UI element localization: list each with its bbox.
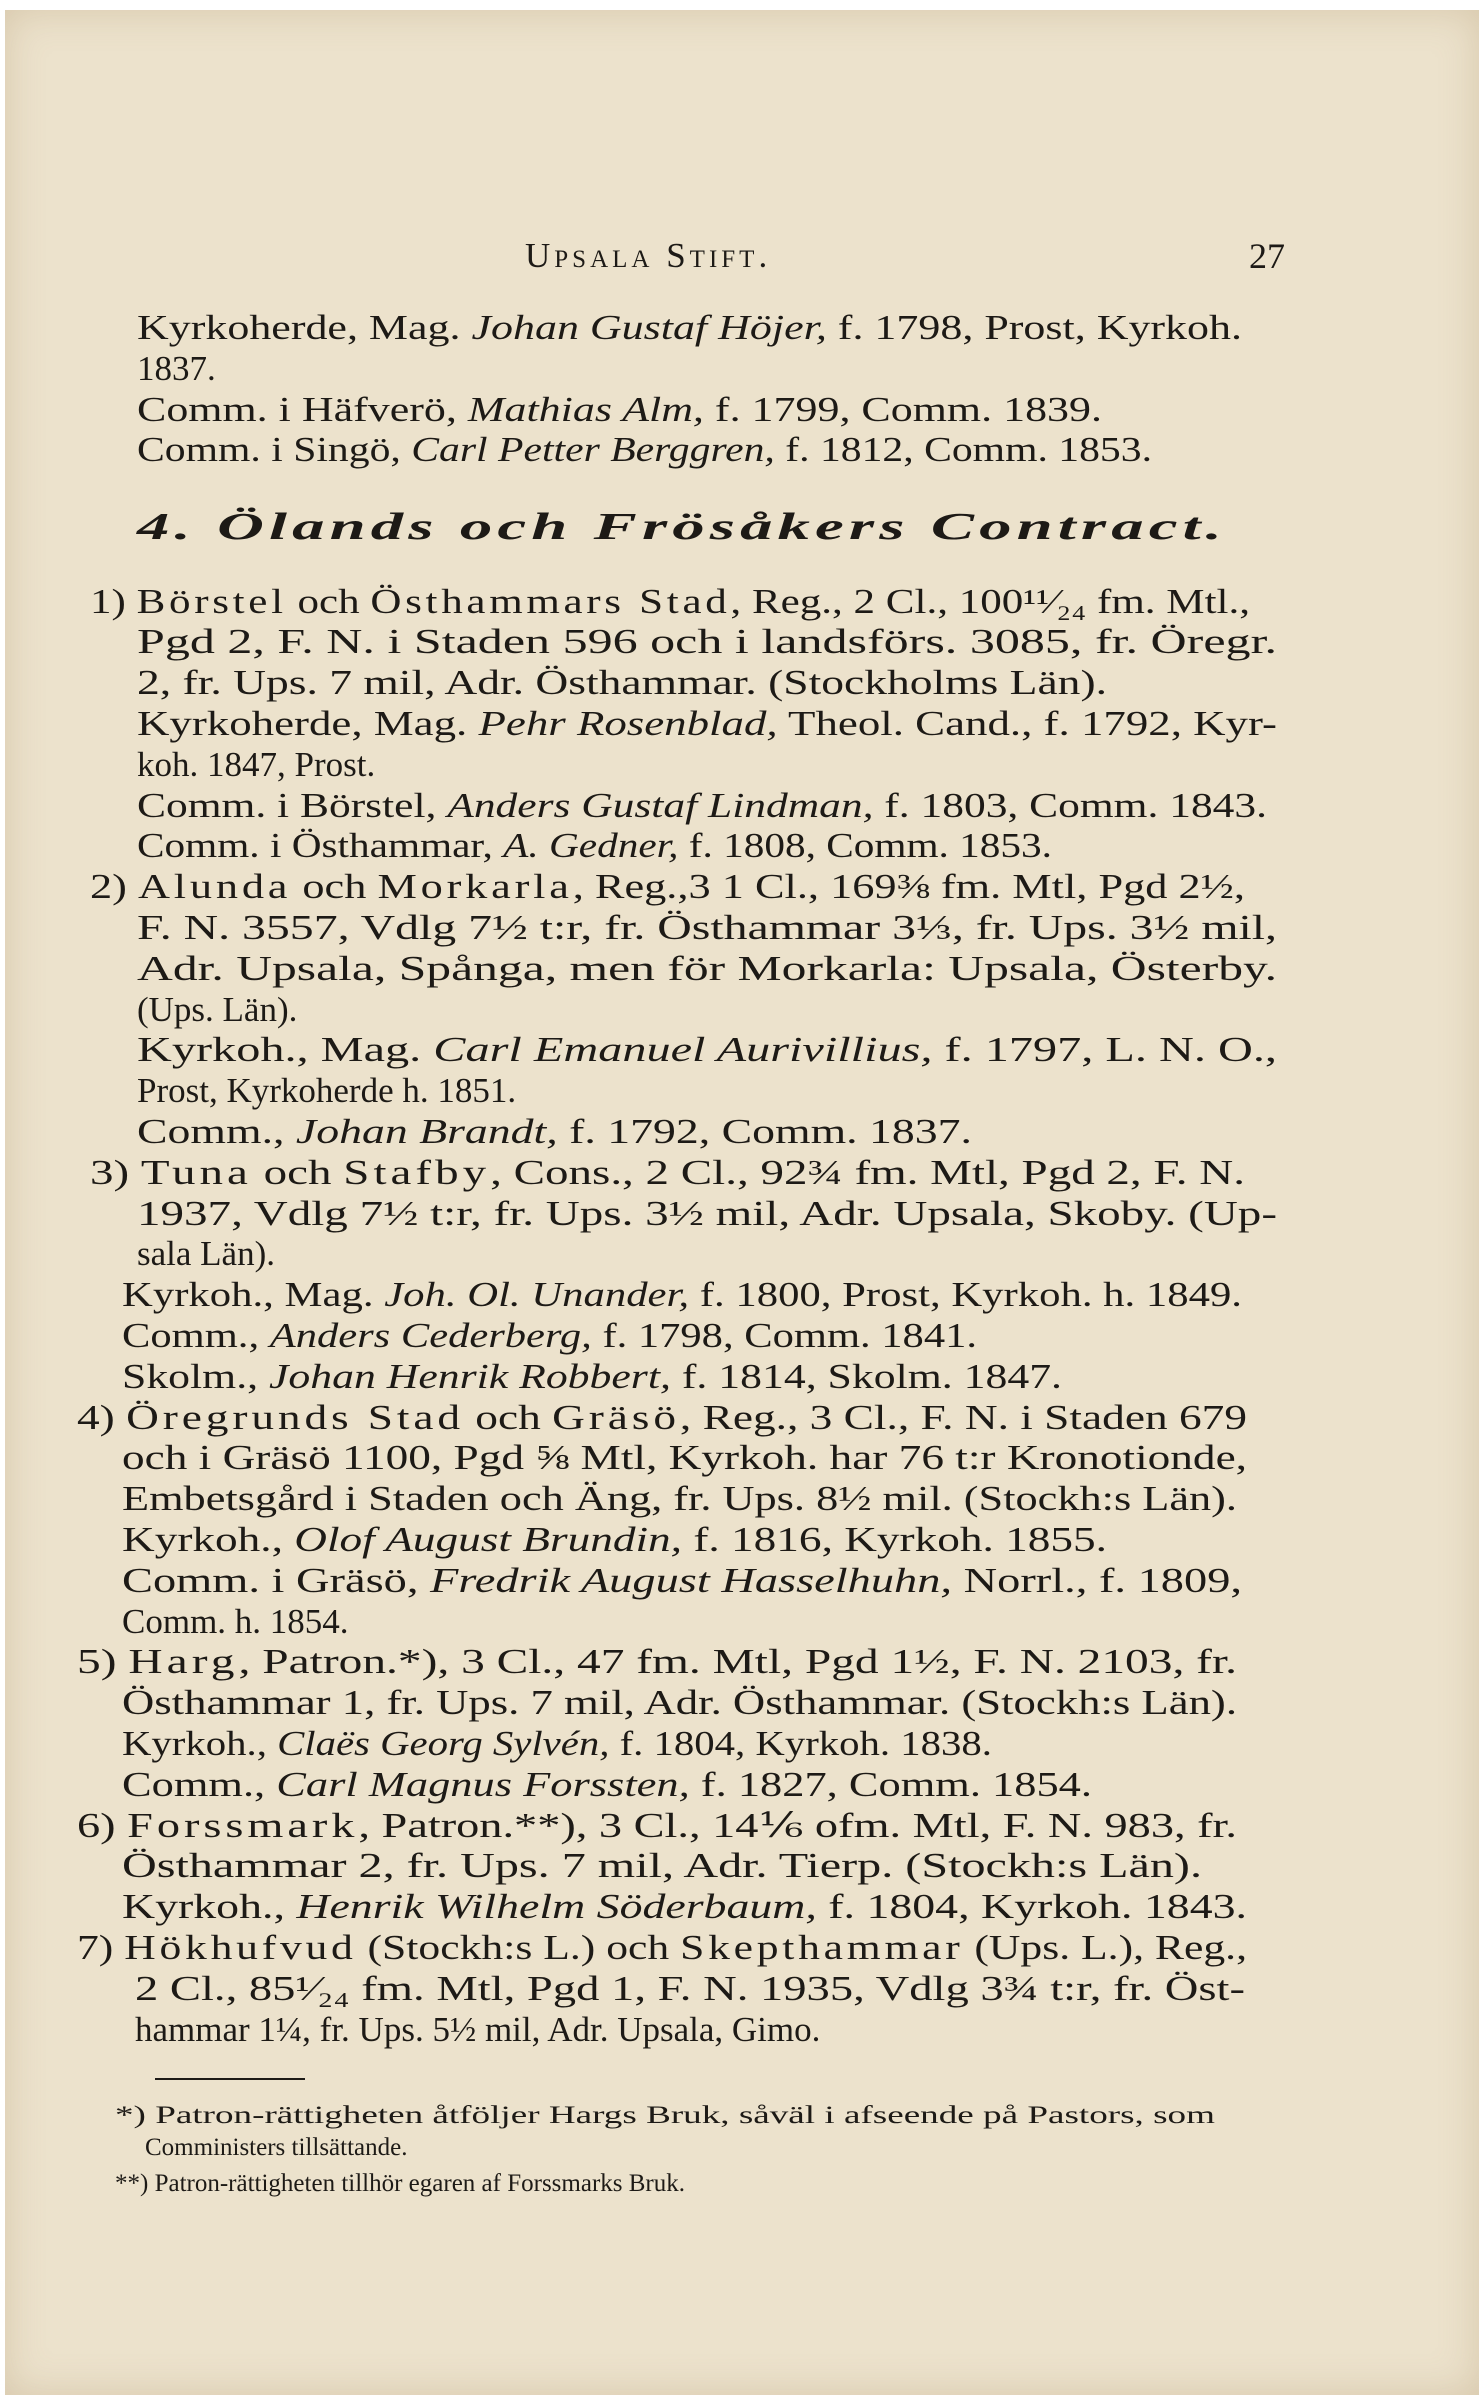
text-run: koh. 1847, Prost. [137, 745, 376, 784]
text-run: Skolm., [122, 1357, 269, 1396]
text-run: Comm. i Börstel, [137, 786, 448, 825]
text-run: f. 1808, Comm. 1853. [678, 826, 1052, 865]
text-line [122, 1438, 1247, 1479]
text-line [137, 663, 1107, 704]
text-run: (Stockh:s L.) och [356, 1928, 681, 1967]
person-name: Johan Henrik Robbert, [268, 1357, 671, 1396]
text-run: Comm. i Östhammar, [137, 826, 504, 865]
text-line [122, 1683, 1237, 1724]
text-line [137, 308, 1242, 349]
text-run: Kyrkoh., Mag. [122, 1275, 385, 1314]
text-run: 4) [77, 1398, 127, 1437]
text-run: Comm. i Gräsö, [122, 1561, 431, 1600]
text-run: Adr. Upsala, Spånga, men för Morkarla: Upsala, Österby. [137, 949, 1277, 988]
text-line [122, 1561, 1242, 1602]
person-name: Joh. Ol. Unander, [384, 1275, 690, 1314]
text-run: f. 1792, Comm. 1837. [557, 1112, 973, 1151]
text-line [122, 1887, 1247, 1928]
text-run: Östhammar 1, fr. Ups. 7 mil, Adr. Östhammar. (Stockh:s Län). [122, 1683, 1237, 1722]
text-run: Theol. Cand., f. 1792, Kyr- [777, 704, 1277, 743]
text-run: f. 1800, Prost, Kyrkoh. h. 1849. [689, 1275, 1242, 1314]
parish-name: Gräsö [552, 1398, 680, 1437]
person-name: Carl Magnus Forssten, [276, 1765, 690, 1804]
text-run: f. 1812, Comm. 1853. [774, 430, 1152, 469]
section-heading [137, 506, 1227, 548]
text-line [137, 990, 297, 1031]
text-run: , Reg., 2 Cl., 100¹¹⁄₂₄ fm. Mtl., [730, 582, 1250, 621]
text-run: Kyrkoherde, Mag. [137, 704, 479, 743]
parish-name: Skepthammar [680, 1928, 964, 1967]
person-name: A. Gedner, [503, 826, 679, 865]
text-line [137, 745, 375, 786]
text-run: Kyrkoh., [122, 1520, 295, 1559]
text-run: f. 1814, Skolm. 1847. [670, 1357, 1062, 1396]
parish-name: Östhammars Stad [370, 582, 731, 621]
text-line [137, 1030, 1277, 1071]
person-name: Johan Brandt, [295, 1112, 558, 1151]
text-run: Pgd 2, F. N. i Staden 596 och i landsförs. 3085, fr. Öregr. [137, 622, 1277, 661]
text-line [122, 1520, 1107, 1561]
text-line [122, 1602, 349, 1643]
text-run: , Reg., 3 Cl., F. N. i Staden 679 [679, 1398, 1247, 1437]
text-run: hammar 1¼, fr. Ups. 5½ mil, Adr. Upsala, Gimo. [135, 2010, 821, 2049]
person-name: Henrik Wilhelm Söderbaum, [296, 1887, 817, 1926]
text-line [90, 1153, 1246, 1194]
text-run: f. 1799, Comm. 1839. [703, 390, 1102, 429]
text-run: f. 1798, Comm. 1841. [591, 1316, 977, 1355]
text-line [77, 1928, 1247, 1969]
text-line [122, 1357, 1062, 1398]
parish-name: Harg [128, 1642, 239, 1681]
text-line [137, 908, 1277, 949]
text-run: Östhammar 2, fr. Ups. 7 mil, Adr. Tierp. (Stockh:s Län). [122, 1846, 1202, 1885]
text-line [122, 1724, 993, 1765]
text-run: Comm., [122, 1316, 270, 1355]
text-run: , Patron.**), 3 Cl., 14⅙ ofm. Mtl, F. N. 983, fr. [358, 1806, 1237, 1845]
text-line [122, 1846, 1202, 1887]
person-name: Fredrik August Hasselhuhn, [430, 1561, 953, 1600]
text-run: Comm., [137, 1112, 296, 1151]
parish-name: Tuna [140, 1153, 252, 1192]
person-name: Claës Georg Sylvén, [277, 1724, 610, 1763]
text-run: f. 1804, Kyrkoh. 1838. [609, 1724, 993, 1763]
text-run: 5) [77, 1642, 129, 1681]
text-line [77, 1398, 1247, 1439]
text-run: sala Län). [137, 1234, 275, 1273]
text-run: Kyrkoherde, Mag. [137, 308, 472, 347]
text-line [137, 430, 1152, 471]
text-line [135, 2010, 820, 2051]
text-run: Kyrkoh., [122, 1724, 278, 1763]
footnote-text: Comministers tillsättande. [145, 2134, 408, 2161]
text-run: 2, fr. Ups. 7 mil, Adr. Östhammar. (Stockholms Län). [137, 663, 1107, 702]
text-line [137, 704, 1277, 745]
running-header [125, 236, 1285, 282]
text-run: 2) [90, 867, 139, 906]
text-line [137, 826, 1052, 867]
text-line [137, 1194, 1277, 1235]
text-run: Norrl., f. 1809, [952, 1561, 1242, 1600]
text-run: f. 1827, Comm. 1854. [689, 1765, 1092, 1804]
text-run: Kyrkoh., [122, 1887, 297, 1926]
text-line [135, 1969, 1245, 2010]
footnote-rule [155, 2078, 305, 2080]
person-name: Anders Gustaf Lindman, [447, 786, 874, 825]
text-line [90, 582, 1250, 623]
text-line [122, 1275, 1242, 1316]
person-name: Mathias Alm, [467, 390, 704, 429]
text-run: (Ups. L.), Reg., [963, 1928, 1247, 1967]
text-run: f. 1816, Kyrkoh. 1855. [682, 1520, 1107, 1559]
parish-name: Stafby [343, 1153, 491, 1192]
text-line [137, 1234, 275, 1275]
text-run: Embetsgård i Staden och Äng, fr. Ups. 8½ mil. (Stockh:s Län). [122, 1479, 1237, 1518]
text-line [137, 1112, 973, 1153]
text-line [137, 949, 1277, 990]
footnote-text: *) Patron-rättigheten åtföljer Hargs Bruk, såväl i afseende på Pastors, som [115, 2102, 1215, 2129]
person-name: Olof August Brundin, [294, 1520, 683, 1559]
text-run: Kyrkoh., Mag. [137, 1030, 434, 1069]
footnote-text: **) Patron-rättigheten tillhör egaren af Forssmarks Bruk. [115, 2170, 685, 2197]
text-run: 1837. [137, 349, 216, 388]
text-run: F. N. 3557, Vdlg 7½ t:r, fr. Östhammar 3⅓, fr. Ups. 3½ mil, [137, 908, 1277, 947]
text-run: 7) [77, 1928, 125, 1967]
text-run: och [463, 1398, 553, 1437]
text-run: och i Gräsö 1100, Pgd ⅝ Mtl, Kyrkoh. har 76 t:r Kronotionde, [122, 1438, 1247, 1477]
text-run: och [291, 867, 378, 906]
text-run: , Cons., 2 Cl., 92¾ fm. Mtl, Pgd 2, F. N. [490, 1153, 1246, 1192]
text-run: 1937, Vdlg 7½ t:r, fr. Ups. 3½ mil, Adr. Upsala, Skoby. (Up- [137, 1194, 1277, 1233]
text-line [122, 1479, 1237, 1520]
text-run: (Ups. Län). [137, 990, 298, 1029]
footnote-line [115, 2168, 685, 2200]
parish-name: Morkarla [377, 867, 573, 906]
text-run: 1) [90, 582, 137, 621]
page-number: 27 [1249, 236, 1285, 276]
text-run: f. 1803, Comm. 1843. [873, 786, 1267, 825]
text-run: och [251, 1153, 344, 1192]
text-run: f. 1797, L. N. O., [932, 1030, 1277, 1069]
text-run: och [286, 582, 371, 621]
text-line [122, 1316, 977, 1357]
parish-name: Börstel [136, 582, 287, 621]
parish-name: Forssmark [127, 1806, 359, 1845]
person-name: Carl Petter Berggren, [411, 430, 775, 469]
person-name: Pehr Rosenblad, [478, 704, 778, 743]
person-name: Johan Gustaf Höjer, [471, 308, 827, 347]
text-run: , Reg.,3 1 Cl., 169⅜ fm. Mtl, Pgd 2½, [572, 867, 1245, 906]
page-paper [5, 10, 1479, 2395]
footnote-line [115, 2100, 1215, 2132]
text-run: f. 1798, Prost, Kyrkoh. [826, 308, 1242, 347]
parish-name: Öregrunds Stad [126, 1398, 464, 1437]
text-line [137, 1071, 516, 1112]
text-line [137, 622, 1277, 663]
text-run: Comm. i Häfverö, [137, 390, 468, 429]
text-run: Comm. i Singö, [137, 430, 412, 469]
text-line [137, 786, 1267, 827]
text-line [90, 867, 1245, 908]
text-run: Comm., [122, 1765, 277, 1804]
text-line [77, 1642, 1238, 1683]
text-line [77, 1806, 1237, 1847]
text-line [137, 390, 1102, 431]
running-header-title: Upsala Stift. [525, 236, 772, 275]
text-run: , Patron.*), 3 Cl., 47 fm. Mtl, Pgd 1½, F. N. 2103, fr. [238, 1642, 1238, 1681]
parish-name: Hökhufvud [124, 1928, 357, 1967]
person-name: Anders Cederberg, [269, 1316, 592, 1355]
text-run: 4. Ölands och Frösåkers Contract. [137, 506, 1227, 548]
text-run: Comm. h. 1854. [122, 1602, 349, 1641]
footnote-line [145, 2132, 407, 2164]
text-run: Prost, Kyrkoherde h. 1851. [137, 1071, 517, 1110]
parish-name: Alunda [138, 867, 292, 906]
text-run: 6) [77, 1806, 128, 1845]
text-line [137, 349, 216, 390]
text-run: 2 Cl., 85¹⁄₂₄ fm. Mtl, Pgd 1, F. N. 1935, Vdlg 3¾ t:r, fr. Öst- [135, 1969, 1245, 2008]
text-run: 3) [90, 1153, 141, 1192]
text-run: f. 1804, Kyrkoh. 1843. [816, 1887, 1247, 1926]
text-line [122, 1765, 1092, 1806]
person-name: Carl Emanuel Aurivillius, [433, 1030, 933, 1069]
